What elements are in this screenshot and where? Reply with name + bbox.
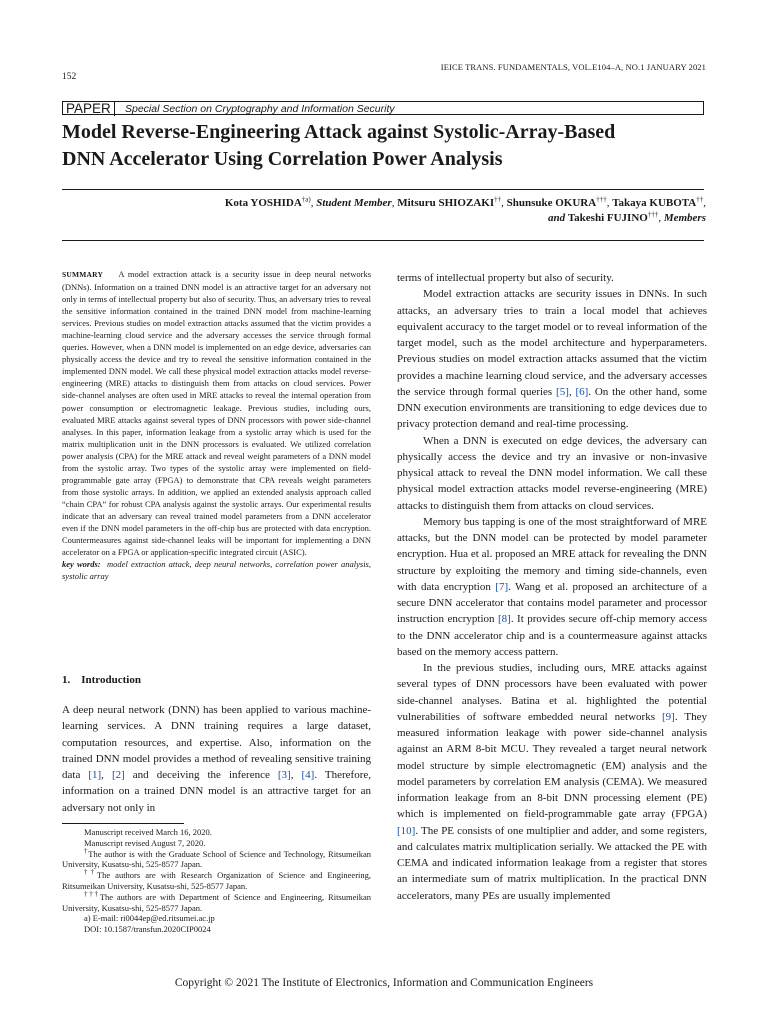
title-line-2: DNN Accelerator Using Correlation Power Analysis	[62, 148, 503, 170]
paper-title	[62, 119, 712, 173]
citation-6[interactable]: [6]	[575, 385, 589, 398]
author-5: Takeshi FUJINO	[567, 212, 648, 224]
author-3: Shunsuke OKURA	[506, 197, 597, 209]
right-para-2: When a DNN is executed on edge devices, the adversary can physically access the device and try an invasive or non-invasive physical attack to reveal the DNN model information. We call these physical model extraction attacks model reverse-engineering (MRE) attacks to distinguish them from attacks on cloud services.	[397, 434, 707, 512]
keywords	[62, 558, 371, 582]
author-5-mark: †††	[647, 210, 659, 219]
membership-1: Student Member	[316, 197, 392, 209]
manuscript-received: Manuscript received March 16, 2020.	[84, 827, 212, 837]
author-and: and	[547, 212, 566, 224]
abstract-text: A model extraction attack is a security issue in deep neural networks (DNNs). Information on a trained DNN model is an attractive target for an adversary not only in terms of intellectual property but also of security. Thus, an adversary tries to reveal the sensitive information contained in the trained DNN model from machine-learning services. Previous studies on model extraction attacks assumed that the victim provides a machine-learning cloud service and the adversary accesses the service through formal queries. However, when a DNN model is implemented on an edge device, adversaries can physically access the device and try to reveal the sensitive information contained in the implemented DNN model. We call these physical model extraction attacks model reverse-engineering (MRE) attacks to distinguish them from attacks on cloud services. Power side-channel analyses are often used in MRE attacks to reveal the internal operation from power consumption or electromagnetic leakage. Previous studies, including ours, evaluated MRE attacks against several types of DNN processors with power side-channel analyses. In this paper, information leakage from a systolic array which is used for the matrix multiplication unit in the DNN processors is evaluated. We utilized correlation power analysis (CPA) for the MRE attack and reveal weight parameters of a DNN model from the systolic array. Two types of the systolic array were implemented on field-programmable gate array (FPGA) to demonstrate that CPA reveals weight parameters from those systolic arrays. In addition, we applied an extended analysis approach called “chain CPA” for robust CPA analysis against the systolic arrays. Our experimental results indicate that an adversary can reveal trained model parameters from a DNN accelerator even if the DNN model parameters in the off-chip bus are protected with data encryption. Countermeasures against side-channel leaks will be important for implementing a DNN accelerator on a FPGA or application-specific integrated circuit (ASIC).	[62, 269, 371, 558]
footnote-3: †††The authors are with Department of Science and Engineering, Ritsumeikan University, Kusatsu-shi, 525-8577 Japan.	[62, 889, 372, 913]
author-4: Takaya KUBOTA	[612, 197, 697, 209]
copyright-footer: Copyright © 2021 The Institute of Electronics, Information and Communication Engineers	[174, 977, 594, 989]
citation-7[interactable]: [7]	[495, 580, 509, 593]
keywords-text: model extraction attack, deep neural networks, correlation power analysis, systolic array	[62, 559, 371, 582]
author-1: Kota YOSHIDA	[224, 197, 302, 209]
footnote-2: ††The authors are with Research Organization of Science and Engineering, Ritsumeikan University, Kusatsu-shi, 525-8577 Japan.	[62, 868, 372, 891]
membership-2: Members	[663, 212, 706, 224]
title-line-1: Model Reverse-Engineering Attack against Systolic-Array-Based	[62, 121, 616, 143]
right-para-3: Memory bus tapping is one of the most straightforward of MRE attacks, but the DNN model can be protected by model parameter encryption. Hua et al. proposed an MRE attack for revealing the DNN structure by exploiting the memory and timing side-channels, even with data encryption [7]. Wang et al. proposed an architecture of a secure DNN accelerator that contains model parameter and processor instruction encryption [8]. It provides secure off-chip memory access to the DNN accelerator chip and is a countermeasure against attacks based on the memory access pattern.	[397, 515, 708, 658]
intro-paragraph: A deep neural network (DNN) has been applied to various machine-learning services. A DNN training requires a large dataset, computation resources, and expertise. Also, information on the trained DNN model provides a method of revealing sensitive training data [1], [2] and deceiving the inference [3], [4]. Therefore, information on a trained DNN model is an attractive target for an adversary not only in	[62, 704, 372, 814]
citation-4[interactable]: [4]	[301, 769, 315, 781]
citation-1[interactable]: [1]	[88, 769, 102, 781]
author-list: Kota YOSHIDA$^{\dagger a)}$, Student Member, Mitsuru SHIOZAKI††, Shunsuke OKURA†††, Takaya KUBOTA††, and Takeshi FUJINO†††, Members	[224, 195, 706, 224]
manuscript-revised: Manuscript revised August 7, 2020.	[84, 837, 206, 848]
author-4-mark: ††	[696, 195, 704, 204]
citation-3[interactable]: [3]	[277, 769, 291, 781]
right-para-4: In the previous studies, including ours, MRE attacks against several types of DNN processors have been evaluated with power side-channel analyses. Batina et al. highlighted the potential vulnerabilities of software embedded neural networks [9]. They measured information leakage with power side-channel analysis against an ARM 8-bit MCU. They revealed a target neural network model structure by simple electromagnetic (EM) analysis and the model parameters by correlation EM analysis (CEMA). We measured information leakage from an 8-bit DNN processing element (PE) which is implemented on field-programmable gate array (FPGA) [10]. The PE consists of one multiplier and adder, and some registers, and calculates matrix multiplication serially. We attacked the PE with CEMA and indicated information leakage from a register that stores an intermediate sum of matrix multiplication. In the practical DNN accelerators, many PEs are usually implemented	[397, 662, 708, 902]
doi: DOI: 10.1587/transfun.2020CIP0024	[84, 924, 211, 935]
abstract-label: SUMMARY	[62, 270, 104, 279]
author-rule	[62, 240, 704, 241]
footnote-rule	[62, 823, 184, 824]
right-para-0: terms of intellectual property but also of security.	[397, 272, 614, 284]
author-2: Mitsuru SHIOZAKI	[397, 197, 495, 209]
footnote-1: †The author is with the Graduate School of Science and Technology, Ritsumeikan University, Kusatsu-shi, 525-8577 Japan.	[62, 846, 371, 870]
footnotes	[62, 827, 371, 935]
right-column	[397, 270, 707, 904]
abstract	[62, 268, 371, 582]
running-header: IEICE TRANS. FUNDAMENTALS, VOL.E104–A, NO.1 JANUARY 2021	[440, 62, 706, 72]
citation-9[interactable]: [9]	[662, 710, 675, 723]
citation-5[interactable]: [5]	[556, 385, 569, 398]
citation-8[interactable]: [8]	[498, 613, 511, 626]
page-number: 152	[62, 72, 77, 82]
author-1-mark: †a)	[301, 195, 311, 204]
title-rule	[62, 189, 704, 190]
paper-label: PAPER	[63, 101, 115, 116]
citation-10[interactable]: [10]	[397, 824, 416, 837]
author-email: a) E-mail: ri0044ep@ed.ritsumei.ac.jp	[84, 913, 215, 924]
special-section: Special Section on Cryptography and Information Security	[125, 103, 395, 115]
right-para-1: Model extraction attacks are security issues in DNNs. In such attacks, an adversary tries to train a local model that achieves equivalent accuracy to the target model or to reveal information of the target model, such as the model architecture and hyperparameters. Previous studies on model extraction attacks assumed that the victim provides a machine learning cloud service, and the adversary accesses the service through formal queries [5], [6]. On the other hand, some DNN execution environments are transitioning to edge devices due to privacy protection demand and real-time processing.	[397, 288, 707, 431]
keywords-label: key words:	[62, 559, 101, 570]
paper-type-box	[62, 101, 704, 115]
author-3-mark: †††	[596, 195, 607, 204]
author-2-mark: ††	[494, 195, 502, 204]
citation-2[interactable]: [2]	[111, 769, 125, 781]
intro-heading: 1. Introduction	[62, 674, 141, 686]
